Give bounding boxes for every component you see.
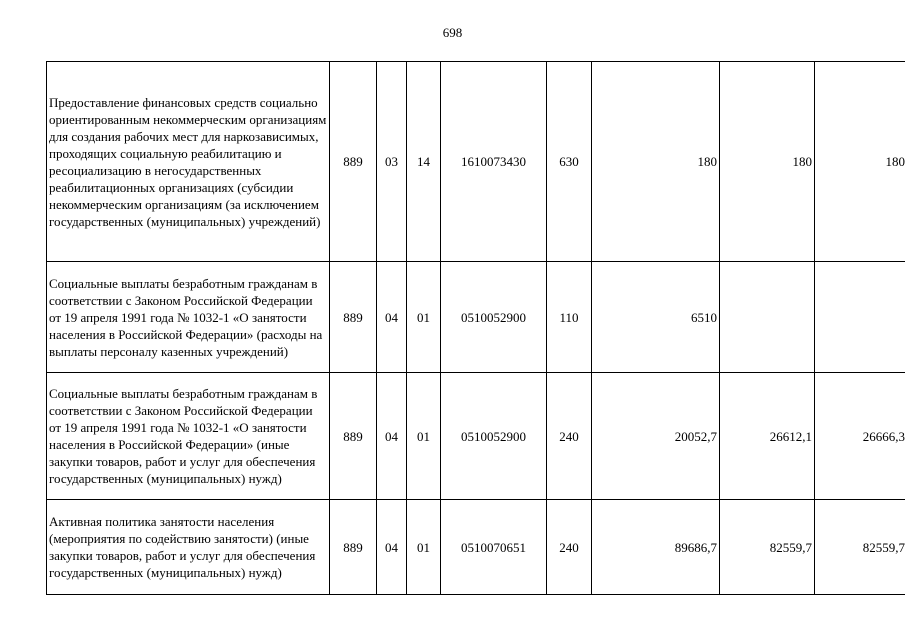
subsection-code: 01 bbox=[407, 373, 441, 500]
expense-type-code: 630 bbox=[547, 62, 592, 262]
expense-type-code: 240 bbox=[547, 373, 592, 500]
row-description: Социальные выплаты безработным гражданам в соответствии с Законом Российской Федерации от 19 апреля 1991 года № 1032-1 «О занятости населения в Российской Федерации» (иные закупки товаров, работ и услуг для обеспечения государственных (муниципальных) нужд) bbox=[47, 373, 330, 500]
expense-type-code: 110 bbox=[547, 262, 592, 373]
amount-year-1: 89686,7 bbox=[592, 500, 720, 595]
amount-year-3 bbox=[815, 262, 905, 373]
amount-year-3: 180 bbox=[815, 62, 905, 262]
target-article-code: 0510052900 bbox=[441, 262, 547, 373]
amount-year-1: 180 bbox=[592, 62, 720, 262]
section-code: 04 bbox=[377, 262, 407, 373]
amount-year-2: 82559,7 bbox=[720, 500, 815, 595]
amount-year-2 bbox=[720, 262, 815, 373]
subsection-code: 14 bbox=[407, 62, 441, 262]
amount-year-3: 82559,7 bbox=[815, 500, 905, 595]
amount-year-1: 6510 bbox=[592, 262, 720, 373]
row-description: Социальные выплаты безработным гражданам в соответствии с Законом Российской Федерации от 19 апреля 1991 года № 1032-1 «О занятости населения в Российской Федерации» (расходы на выплаты персоналу казенных учреждений) bbox=[47, 262, 330, 373]
amount-year-3: 26666,3 bbox=[815, 373, 905, 500]
table-row bbox=[47, 500, 905, 595]
table-row bbox=[47, 262, 905, 373]
ministry-code: 889 bbox=[330, 62, 377, 262]
subsection-code: 01 bbox=[407, 262, 441, 373]
ministry-code: 889 bbox=[330, 373, 377, 500]
section-code: 04 bbox=[377, 373, 407, 500]
expense-type-code: 240 bbox=[547, 500, 592, 595]
amount-year-1: 20052,7 bbox=[592, 373, 720, 500]
section-code: 03 bbox=[377, 62, 407, 262]
row-description: Предоставление финансовых средств социально ориентированным некоммерческим организациям для создания рабочих мест для наркозависимых, проходящих социальную реабилитацию и ресоциализацию в негосударственных реабилитационных организациях (субсидии некоммерческим организациям (за исключением государственных (муниципальных) учреждений) bbox=[47, 62, 330, 262]
ministry-code: 889 bbox=[330, 500, 377, 595]
target-article-code: 1610073430 bbox=[441, 62, 547, 262]
page-number: 698 bbox=[442, 25, 463, 40]
section-code: 04 bbox=[377, 500, 407, 595]
table-row bbox=[47, 62, 905, 262]
target-article-code: 0510052900 bbox=[441, 373, 547, 500]
ministry-code: 889 bbox=[330, 262, 377, 373]
row-description: Активная политика занятости населения (мероприятия по содействию занятости) (иные закупки товаров, работ и услуг для обеспечения государственных (муниципальных) нужд) bbox=[47, 500, 330, 595]
amount-year-2: 26612,1 bbox=[720, 373, 815, 500]
subsection-code: 01 bbox=[407, 500, 441, 595]
table-row bbox=[47, 373, 905, 500]
amount-year-2: 180 bbox=[720, 62, 815, 262]
target-article-code: 0510070651 bbox=[441, 500, 547, 595]
budget-table bbox=[46, 61, 905, 595]
